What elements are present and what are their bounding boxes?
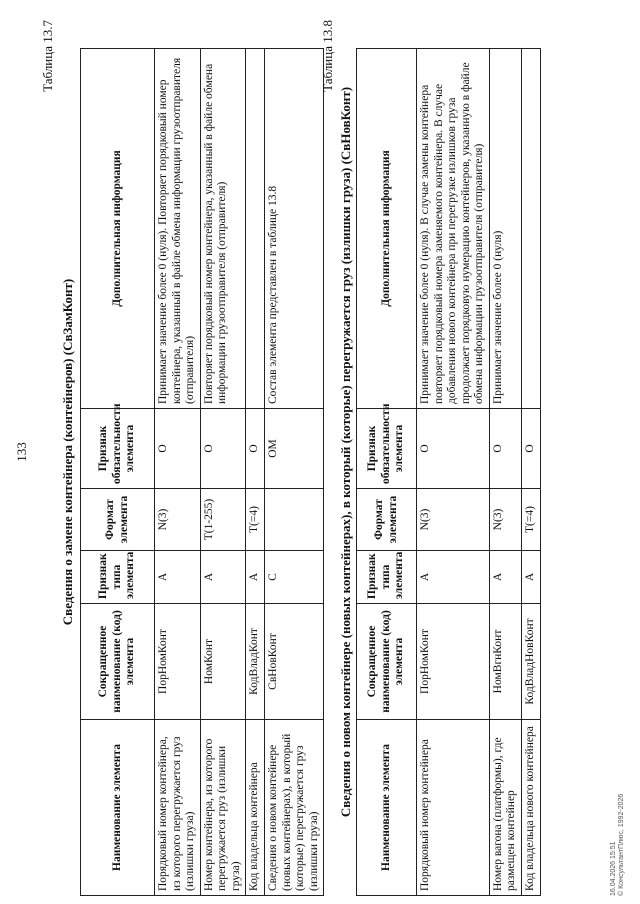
table-1-header-required: Признак обязательности элемента [81,409,155,489]
table-row [246,49,265,896]
table-2-header-row [357,49,417,896]
table-cell-code: КодВладКонт [246,604,265,720]
table-cell-type: А [200,551,246,604]
table-cell-info: Принимает значение более 0 (нуля). Повторяет порядковый номер контейнера, указанный в файле обмена информации грузоотправителя (отправителя) [155,49,201,409]
table-cell-info: Принимает значение более 0 (нуля). В случае замены контейнера повторяет порядковый номера заменяемого контейнера. В случае добавления нового контейнера при перегрузке излишков груза продолжает порядковую нумерацию контейнеров, указанную в файле обмена информации грузоотправителя (отправителя) [417,49,490,409]
table-1-title: Сведения о замене контейнера (контейнеров) (СвЗамКонт) [60,278,75,626]
table-cell-format: T(1-255) [200,489,246,551]
table-cell-required: О [417,409,490,489]
footer-stamp [610,794,627,896]
table-1-header-name: Наименование элемента [81,720,155,896]
table-2-title: Сведения о новом контейнере (новых контейнерах), в который (которые) перегружается груз (излишки груза) (СвНовКонт) [338,86,353,818]
table-1-header-info: Дополнительная информация [81,49,155,409]
table-cell-format [264,489,323,551]
table-cell-required: О [200,409,246,489]
table-cell-required: О [155,409,201,489]
page-number: 133 [14,442,29,462]
table-cell-code: СвНовКонт [264,604,323,720]
table-cell-type: А [521,551,540,604]
table-1 [80,48,324,896]
table-cell-type: А [155,551,201,604]
table-cell-required: О [489,409,521,489]
table-1-header-format: Формат элемента [81,489,155,551]
table-row [417,49,490,896]
table-2 [356,48,541,896]
table-cell-name: Номер вагона (платформы), где размещен контейнер [489,720,521,896]
table-cell-code: КодВладНовКонт [521,604,540,720]
table-cell-info: Повторяет порядковый номер контейнера, указанный в файле обмена информации грузоотправителя (отправителя) [200,49,246,409]
table-cell-format: T(=4) [521,489,540,551]
table-cell-name: Номер контейнера, из которого перегружается груз (излишки груза) [200,720,246,896]
table-2-header-required: Признак обязательности элемента [357,409,417,489]
table-row [200,49,246,896]
table-cell-format: N(3) [489,489,521,551]
table-1-label: Таблица 13.7 [40,20,55,92]
table-1-header-code: Сокращенное наименование (код) элемента [81,604,155,720]
table-row [489,49,521,896]
table-cell-type: С [264,551,323,604]
table-cell-code: ПорНомКонт [155,604,201,720]
table-cell-format: T(=4) [246,489,265,551]
table-cell-name: Код владельца нового контейнера [521,720,540,896]
table-cell-type: А [489,551,521,604]
table-cell-required: О [521,409,540,489]
footer-copyright: © КонсультантПлюс, 1992-2026 [618,793,626,896]
table-2-header-info: Дополнительная информация [357,49,417,409]
table-cell-name: Порядковый номер контейнера [417,720,490,896]
table-2-header-type: Признак типа элемента [357,551,417,604]
table-2-label: Таблица 13.8 [320,20,335,92]
table-1-header-row [81,49,155,896]
table-cell-code: ПорНомКонт [417,604,490,720]
table-cell-required: ОМ [264,409,323,489]
table-cell-format: N(3) [417,489,490,551]
table-cell-type: А [246,551,265,604]
table-1-header-type: Признак типа элемента [81,551,155,604]
table-row [155,49,201,896]
table-cell-code: НомКонт [200,604,246,720]
table-2-header-name: Наименование элемента [357,720,417,896]
table-cell-format: N(3) [155,489,201,551]
table-cell-info [246,49,265,409]
table-row [521,49,540,896]
table-cell-name: Код владельца контейнера [246,720,265,896]
table-cell-required: О [246,409,265,489]
table-row [264,49,323,896]
table-cell-info: Состав элемента представлен в таблице 13.8 [264,49,323,409]
table-2-header-format: Формат элемента [357,489,417,551]
table-cell-name: Сведения о новом контейнере (новых контейнерах), в который (которые) перегружается груз (излишки груза) [264,720,323,896]
table-cell-info: Принимает значение более 0 (нуля) [489,49,521,409]
footer-date: 16.04.2026 15:51 [610,841,617,896]
table-cell-type: А [417,551,490,604]
table-cell-name: Порядковый номер контейнера, из которого перегружается груз (излишки груза) [155,720,201,896]
table-2-header-code: Сокращенное наименование (код) элемента [357,604,417,720]
table-cell-code: НомВгнКонт [489,604,521,720]
table-cell-info [521,49,540,409]
